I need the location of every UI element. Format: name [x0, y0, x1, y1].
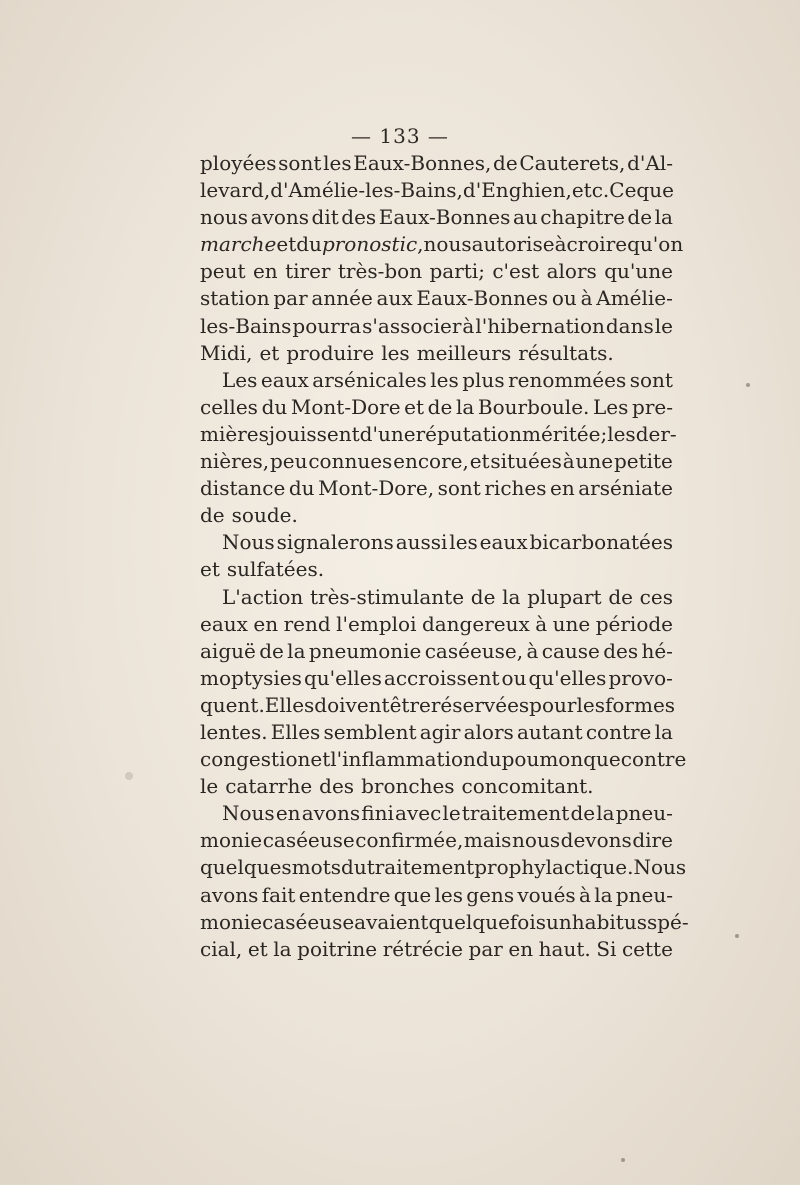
- text-line: marche et du pronostic, nous autorise à croire qu'on: [200, 232, 684, 257]
- paper-speck: [746, 383, 750, 387]
- text-line: nous avons dit des Eaux-Bonnes au chapitre de la: [200, 205, 673, 230]
- text-line: cial, et la poitrine rétrécie par en haut. Si cette: [200, 936, 673, 961]
- text-line: aiguë de la pneumonie caséeuse, à cause des hé-: [200, 638, 673, 663]
- text-line: station par année aux Eaux-Bonnes ou à Amélie-: [200, 286, 673, 311]
- page-number: — 133 —: [351, 124, 449, 148]
- text-line: L'action très-stimulante de la plupart de ces: [222, 584, 673, 609]
- text-line: quelques mots du traitement prophylactique. Nous: [200, 855, 687, 880]
- text-line: Midi, et produire les meilleurs résultats.: [200, 340, 614, 365]
- text-line: moptysies qu'elles accroissent ou qu'elles provo-: [200, 665, 673, 690]
- text-line: monie caséeuse confirmée, mais nous devons dire: [200, 828, 673, 853]
- text-line: levard, d'Amélie-les-Bains, d'Enghien, etc. Ce que: [200, 178, 674, 203]
- text-line: et sulfatées.: [200, 557, 325, 582]
- text-line: les-Bains pourra s'associer à l'hibernation dans le: [200, 313, 673, 338]
- text-line: peut en tirer très-bon parti; c'est alors qu'une: [200, 259, 673, 284]
- text-line: quent. Elles doivent être réservées pour les formes: [200, 692, 676, 717]
- text-line: Nous signalerons aussi les eaux bicarbonatées: [222, 530, 673, 555]
- text-line: distance du Mont-Dore, sont riches en arséniate: [200, 476, 673, 501]
- text-line: lentes. Elles semblent agir alors autant contre la: [200, 719, 673, 744]
- text-line: de soude.: [200, 503, 298, 528]
- text-line: nières, peu connues encore, et situées à une petite: [200, 449, 673, 474]
- text-line: congestion et l'inflammation du poumon que contre: [200, 747, 687, 772]
- paper-speck: [125, 772, 133, 780]
- paper-speck: [735, 934, 739, 938]
- text-line: le catarrhe des bronches concomitant.: [200, 774, 594, 799]
- text-line: monie caséeuse avaient quelquefois un habitus spé-: [200, 909, 689, 934]
- text-line: Les eaux arsénicales les plus renommées sont: [222, 367, 673, 392]
- body-text: [200, 150, 689, 963]
- text-line: Nous en avons fini avec le traitement de la pneu-: [222, 801, 673, 826]
- text-line: avons fait entendre que les gens voués à la pneu-: [200, 882, 673, 907]
- paper-speck: [621, 1158, 625, 1162]
- text-line: eaux en rend l'emploi dangereux à une période: [200, 611, 673, 636]
- text-line: mières jouissent d'une réputation méritée ; les der-: [200, 421, 677, 446]
- text-line: celles du Mont-Dore et de la Bourboule. Les pre-: [200, 394, 673, 419]
- text-line: ployées sont les Eaux-Bonnes, de Cauterets, d'Al-: [200, 151, 673, 175]
